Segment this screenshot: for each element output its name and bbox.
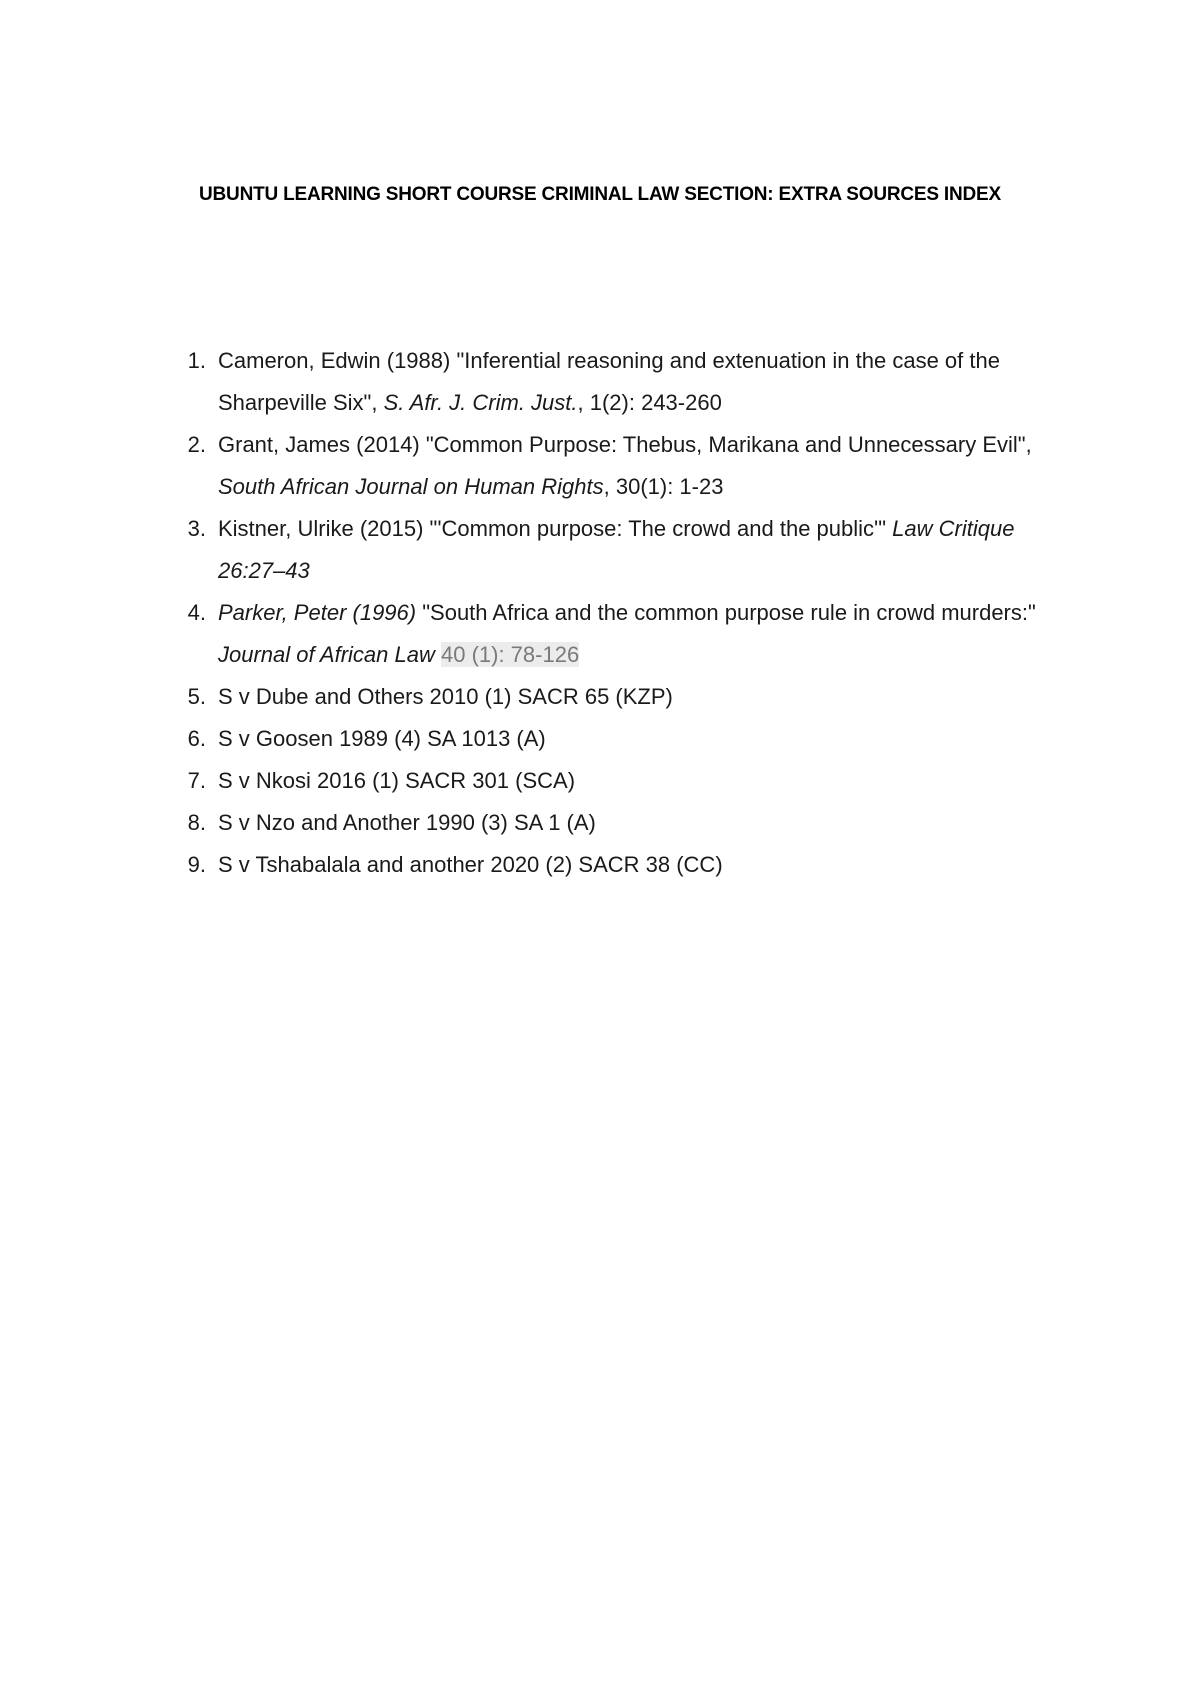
source-number: 8. <box>187 810 206 835</box>
source-number: 2. <box>187 432 206 457</box>
source-number: 3. <box>187 516 206 541</box>
citation-segment: S v Tshabalala and another 2020 (2) SACR 38 (CC) <box>218 852 723 877</box>
source-number: 7. <box>187 768 206 793</box>
citation-segment: Kistner, Ulrike (2015) "'Common purpose: The crowd and the public'" <box>218 516 893 541</box>
citation-segment: S v Dube and Others 2010 (1) SACR 65 (KZP) <box>218 684 673 709</box>
sources-list <box>182 340 1082 886</box>
highlighted-citation-segment: 40 (1): 78-126 <box>440 642 580 667</box>
source-item <box>182 592 1082 676</box>
source-item <box>182 340 1082 424</box>
citation-segment: Law Critique 26:27–43 <box>218 516 1015 583</box>
source-item <box>182 844 1082 886</box>
citation-segment: S v Nzo and Another 1990 (3) SA 1 (A) <box>218 810 596 835</box>
source-number: 9. <box>187 852 206 877</box>
citation-segment: Journal of African Law <box>218 642 435 667</box>
citation-segment: South African Journal on Human Rights <box>218 474 604 499</box>
citation-segment: , 30(1): 1-23 <box>603 474 724 499</box>
source-reference <box>218 718 1082 760</box>
source-reference <box>218 844 1082 886</box>
source-reference <box>218 760 1082 802</box>
source-item <box>182 676 1082 718</box>
citation-segment: Grant, James (2014) "Common Purpose: Thebus, Marikana and Unnecessary Evil", <box>218 432 1032 457</box>
source-number: 1. <box>187 348 206 373</box>
source-item <box>182 424 1082 508</box>
source-reference <box>218 592 1082 676</box>
source-number: 6. <box>187 726 206 751</box>
source-reference <box>218 424 1082 508</box>
source-item <box>182 718 1082 760</box>
source-number: 5. <box>187 684 206 709</box>
source-reference <box>218 340 1082 424</box>
source-reference <box>218 802 1082 844</box>
source-reference <box>218 508 1082 592</box>
citation-segment: , 1(2): 243-260 <box>577 390 722 415</box>
citation-segment: Cameron, Edwin (1988) "Inferential reasoning and extenuation in the case of the Sharpeville Six", <box>218 348 1000 415</box>
source-item <box>182 508 1082 592</box>
citation-segment: S v Goosen 1989 (4) SA 1013 (A) <box>218 726 546 751</box>
source-item <box>182 802 1082 844</box>
citation-segment: Parker, Peter (1996) <box>218 600 417 625</box>
citation-segment: S. Afr. J. Crim. Just. <box>383 390 578 415</box>
source-item <box>182 760 1082 802</box>
citation-segment: "South Africa and the common purpose rule in crowd murders:" <box>416 600 1036 625</box>
source-reference <box>218 676 1082 718</box>
document-title: UBUNTU LEARNING SHORT COURSE CRIMINAL LAW SECTION: EXTRA SOURCES INDEX <box>199 184 1001 205</box>
citation-segment: S v Nkosi 2016 (1) SACR 301 (SCA) <box>218 768 576 793</box>
source-number: 4. <box>187 600 206 625</box>
